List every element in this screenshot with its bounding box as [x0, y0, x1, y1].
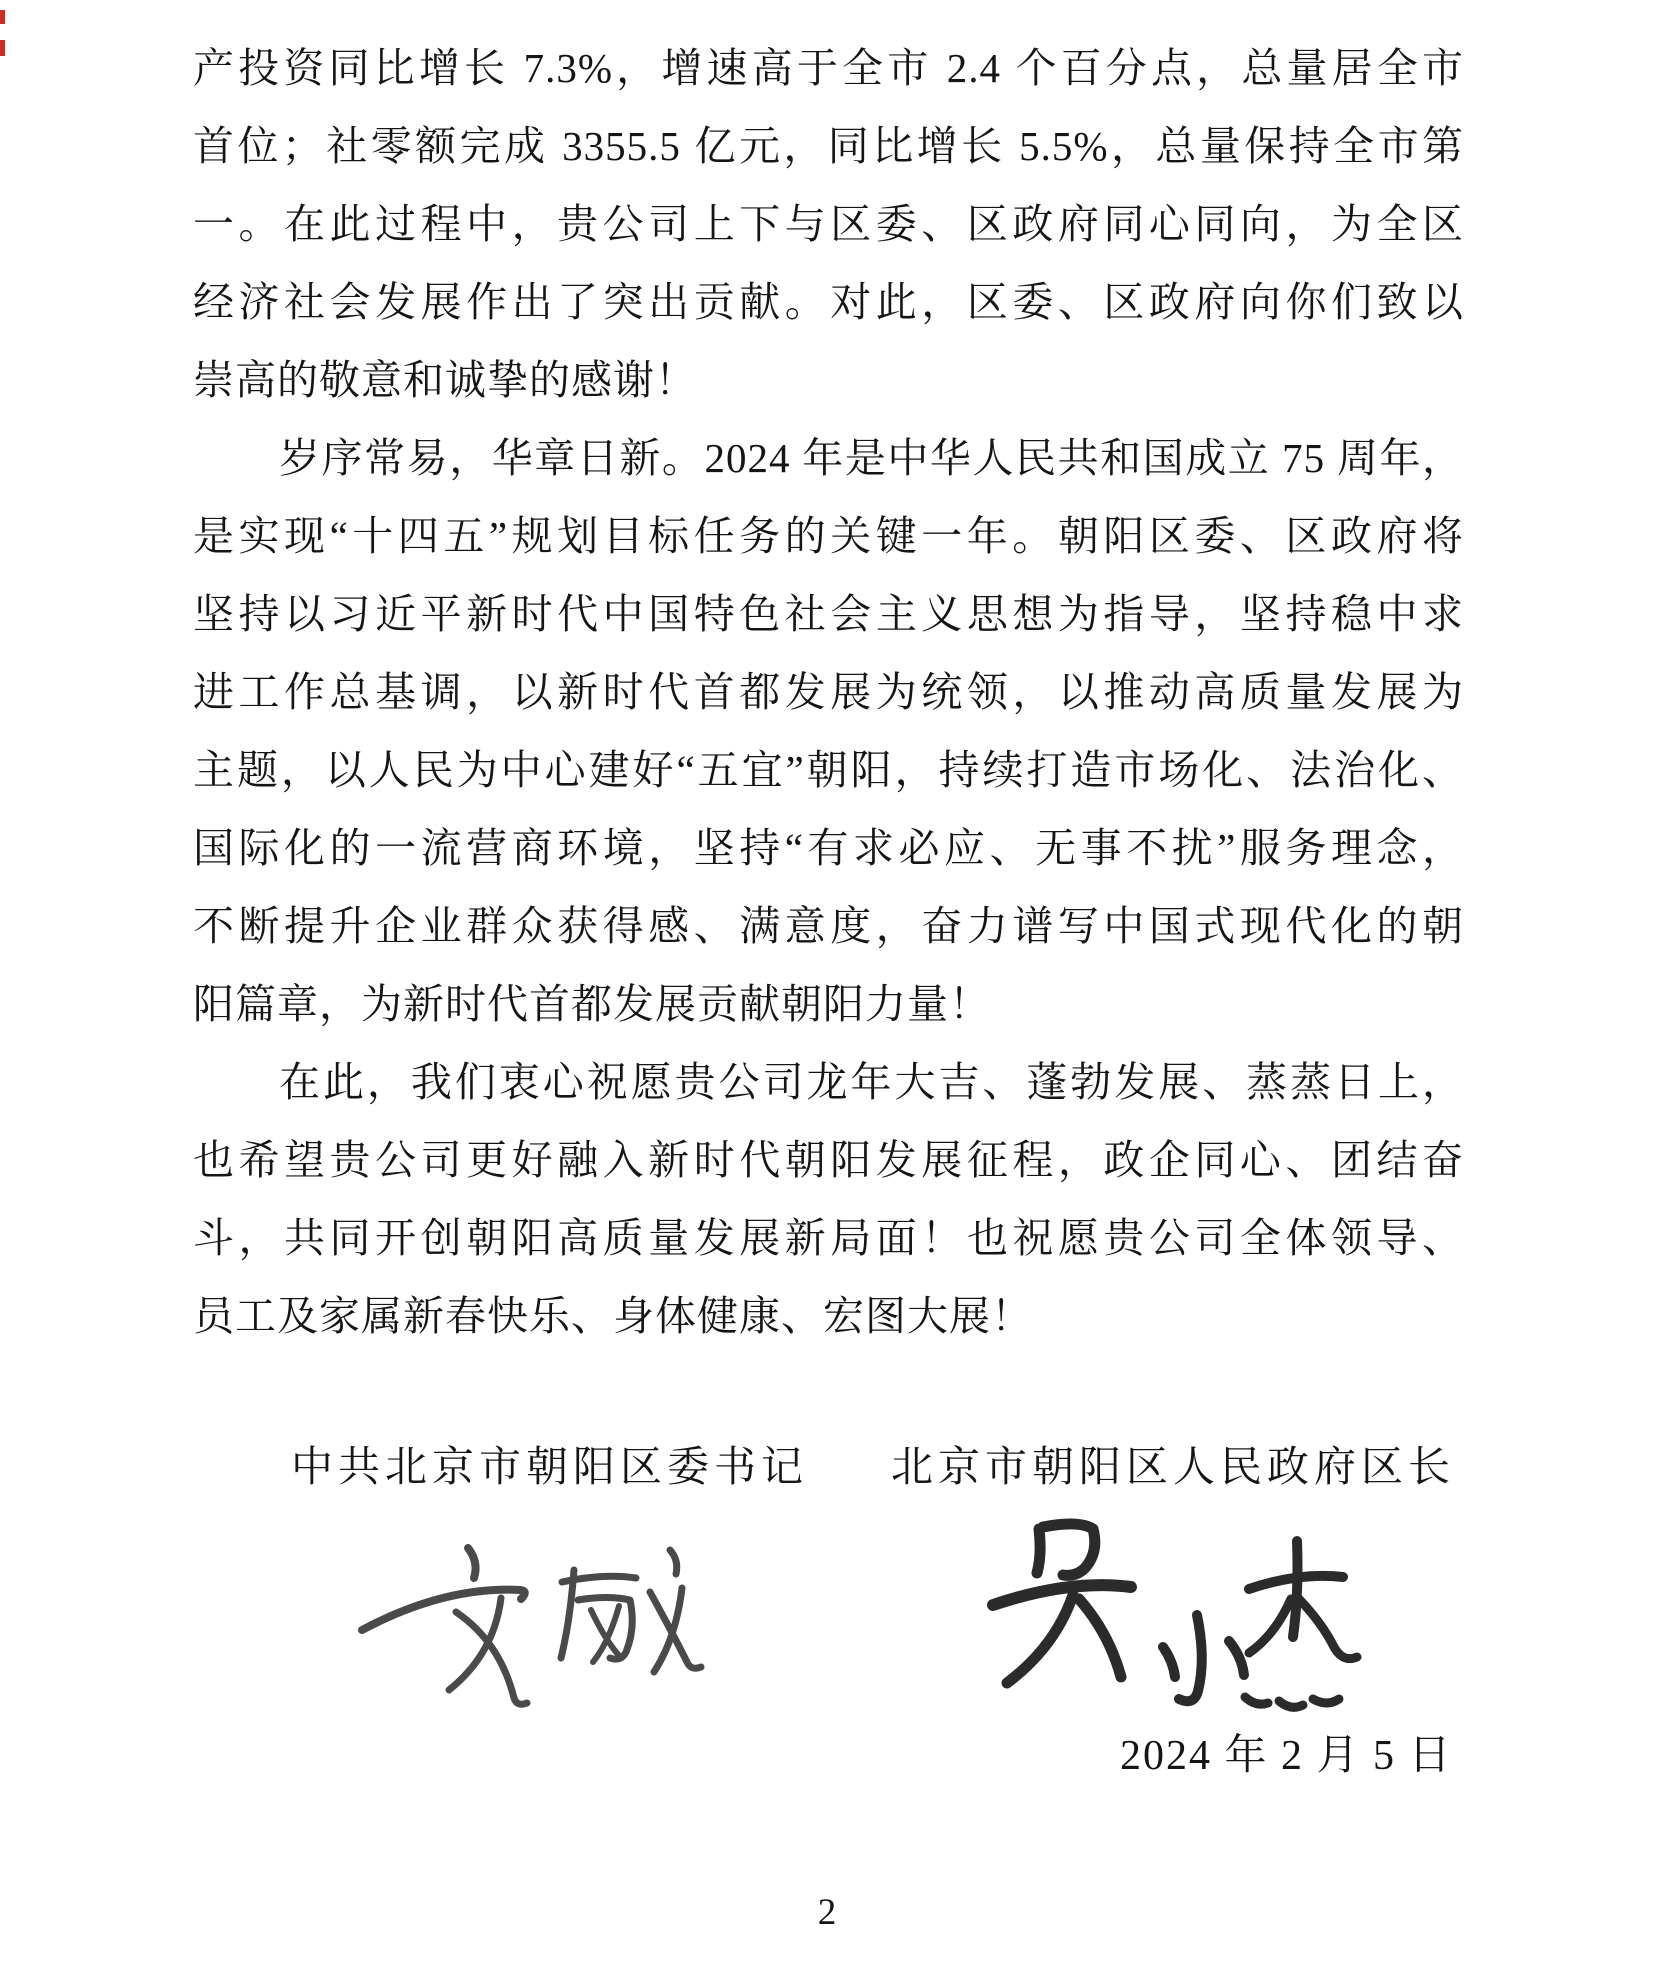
handwritten-signature-right — [985, 1515, 1365, 1725]
scan-edge-mark — [0, 10, 5, 24]
signature-left-strokes — [350, 1538, 730, 1718]
signer-title-party-secretary: 中共北京市朝阳区委书记 — [291, 1445, 809, 1491]
text-line: 阳篇章，为新时代首都发展贡献朝阳力量！ — [193, 981, 991, 1027]
text-line: 进工作总基调，以新时代首都发展为统领，以推动高质量发展为 — [193, 669, 1464, 715]
text-line: 是实现“十四五”规划目标任务的关键一年。朝阳区委、区政府将 — [193, 513, 1464, 559]
page-number: 2 — [817, 1892, 837, 1933]
signer-title-district-mayor: 北京市朝阳区人民政府区长 — [891, 1445, 1456, 1491]
text-line: 产投资同比增长 7.3%，增速高于全市 2.4 个百分点，总量居全市 — [193, 45, 1464, 91]
letter-date: 2024 年 2 月 5 日 — [1120, 1733, 1453, 1779]
signature-right-strokes — [985, 1515, 1365, 1725]
text-line: 首位；社零额完成 3355.5 亿元，同比增长 5.5%，总量保持全市第 — [193, 123, 1464, 169]
text-line: 国际化的一流营商环境，坚持“有求必应、无事不扰”服务理念， — [193, 825, 1464, 871]
text-line: 岁序常易，华章日新。2024 年是中华人民共和国成立 75 周年， — [279, 435, 1464, 481]
text-line: 在此，我们衷心祝愿贵公司龙年大吉、蓬勃发展、蒸蒸日上， — [279, 1059, 1464, 1105]
text-line: 不断提升企业群众获得感、满意度，奋力谱写中国式现代化的朝 — [193, 903, 1464, 949]
body-text — [193, 29, 1464, 1355]
text-line: 主题，以人民为中心建好“五宜”朝阳，持续打造市场化、法治化、 — [193, 747, 1464, 793]
text-line: 员工及家属新春快乐、身体健康、宏图大展！ — [193, 1293, 1033, 1339]
text-line: 坚持以习近平新时代中国特色社会主义思想为指导，坚持稳中求 — [193, 591, 1464, 637]
text-line: 经济社会发展作出了突出贡献。对此，区委、区政府向你们致以 — [193, 279, 1464, 325]
text-line: 一。在此过程中，贵公司上下与区委、区政府同心同向，为全区 — [193, 201, 1464, 247]
text-line: 崇高的敬意和诚挚的感谢！ — [193, 357, 697, 403]
handwritten-signature-left — [350, 1538, 730, 1718]
text-line: 也希望贵公司更好融入新时代朝阳发展征程，政企同心、团结奋 — [193, 1137, 1464, 1183]
scan-edge-mark — [0, 40, 5, 56]
text-line: 斗，共同开创朝阳高质量发展新局面！也祝愿贵公司全体领导、 — [193, 1215, 1464, 1261]
